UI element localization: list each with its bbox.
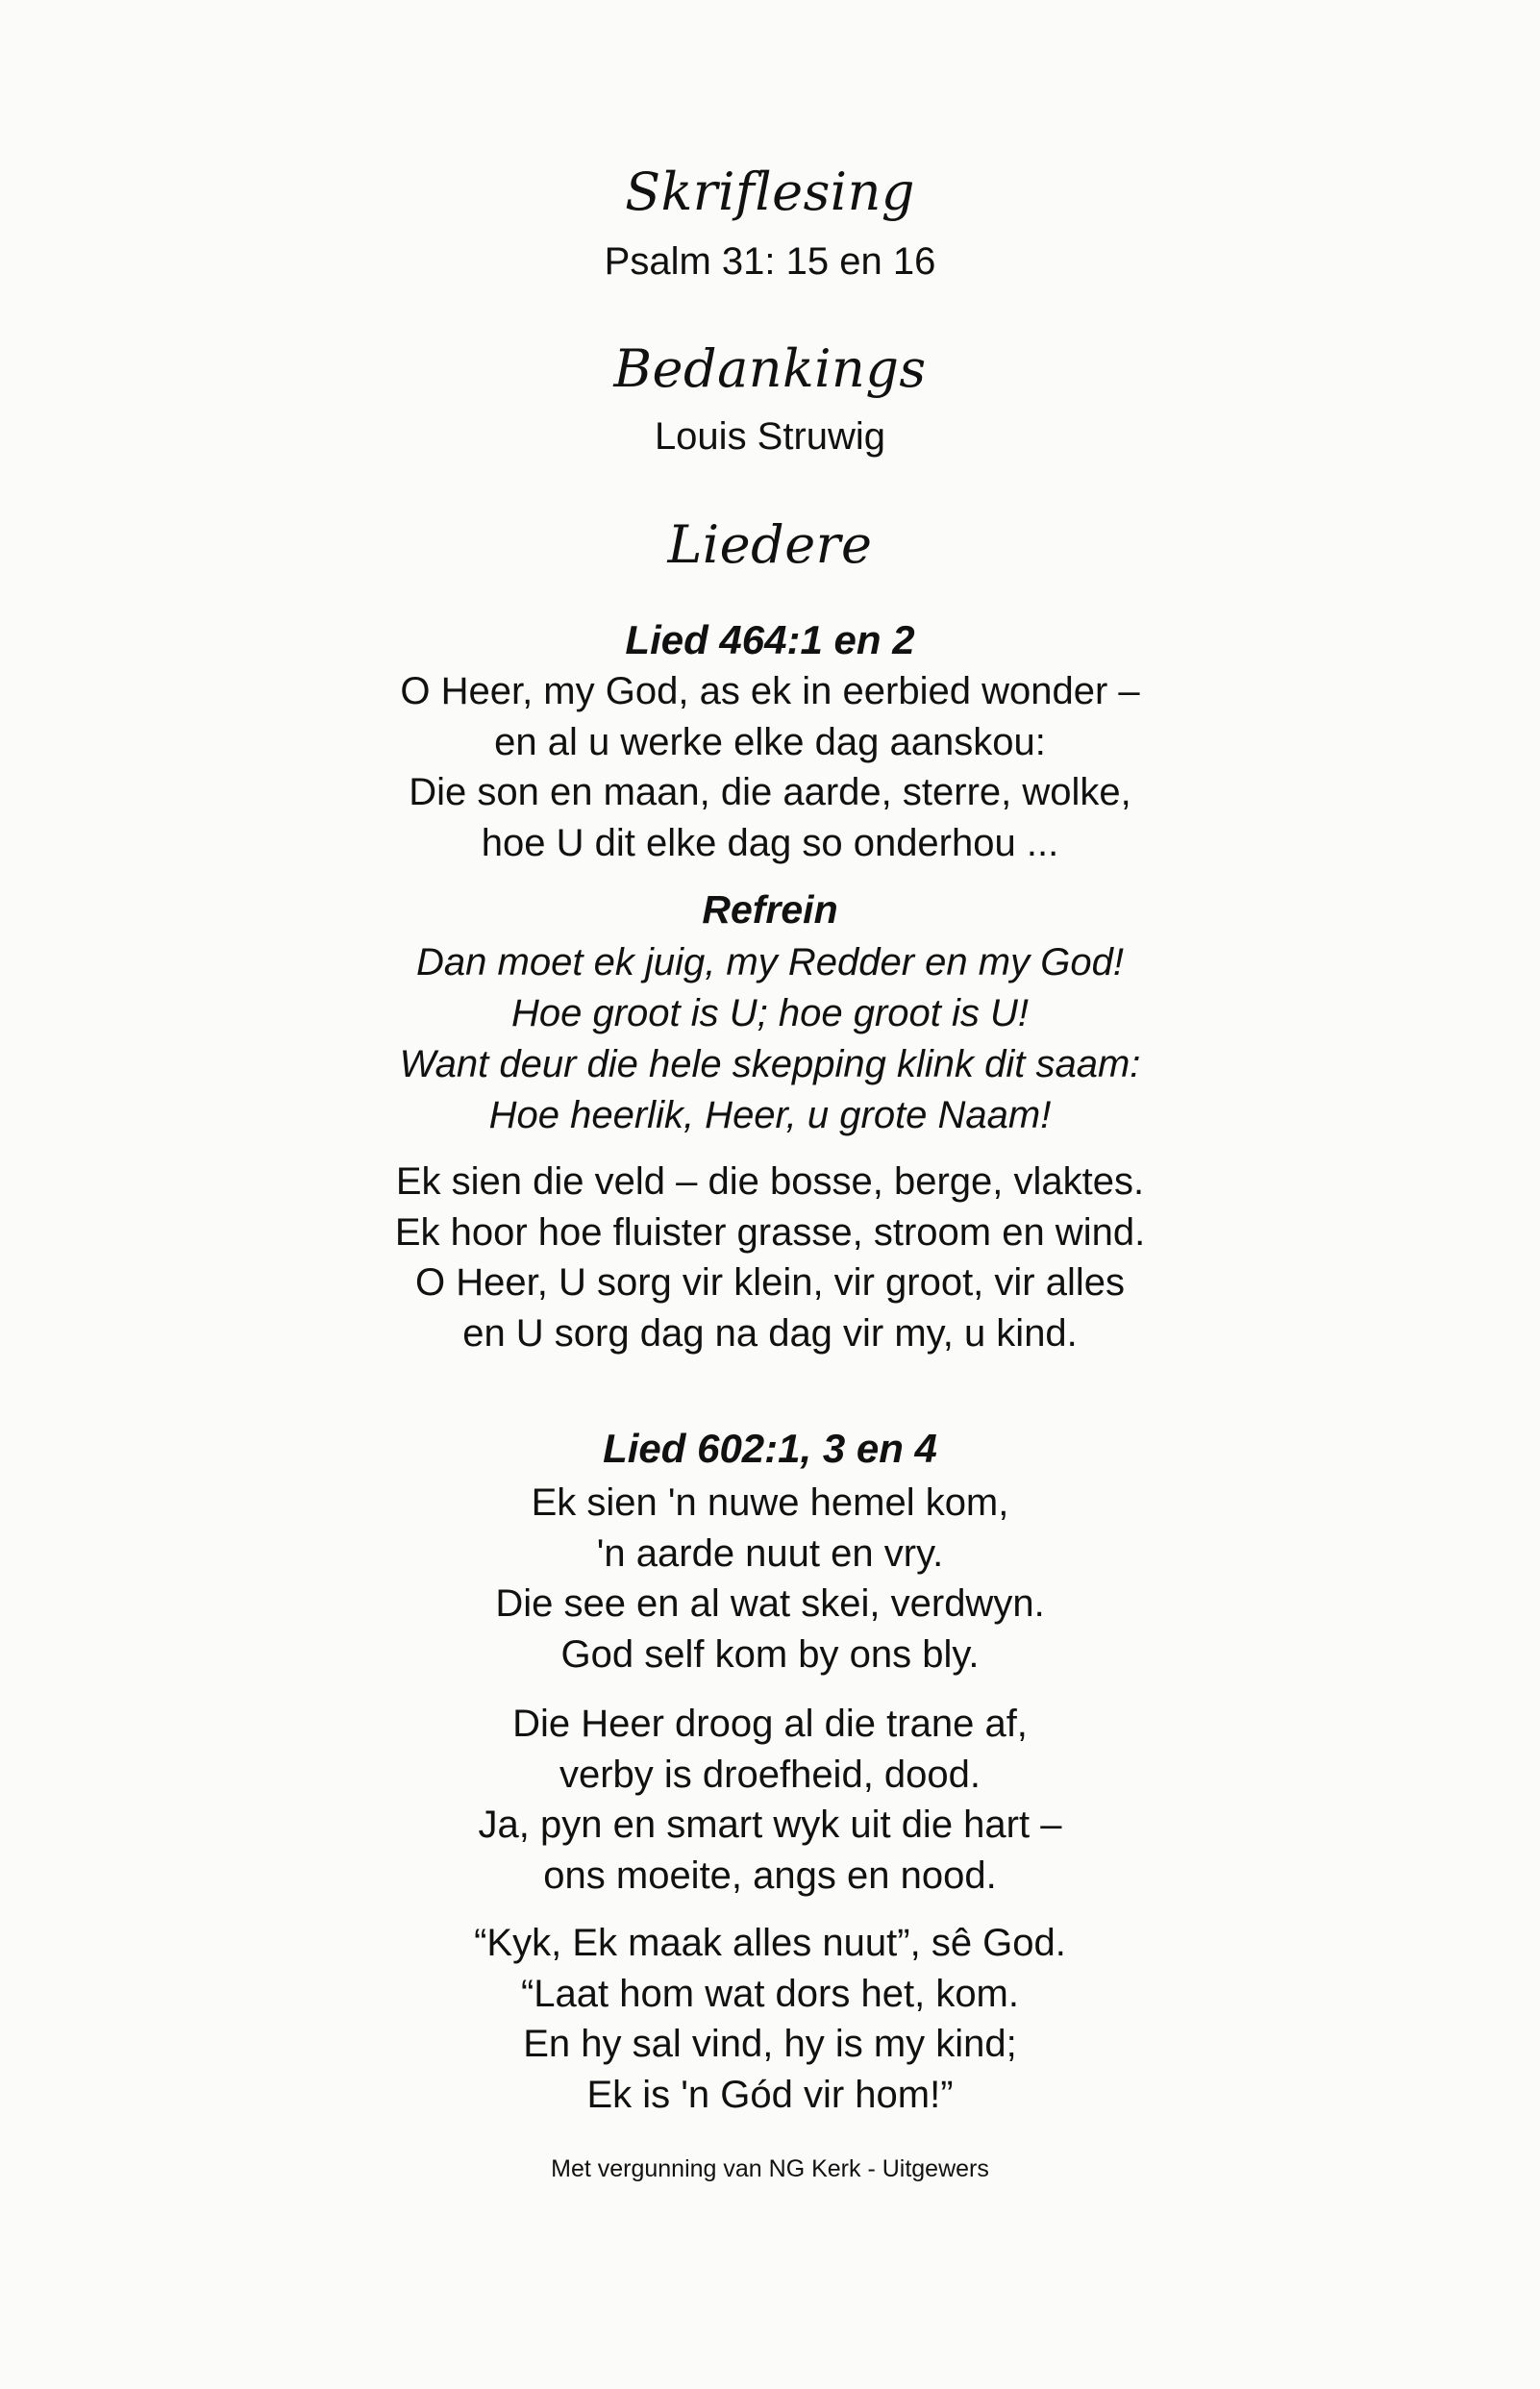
verse-line: Die son en maan, die aarde, sterre, wolke, — [409, 771, 1131, 813]
refrain-line: Hoe groot is U; hoe groot is U! — [510, 992, 1030, 1034]
verse-line: En hy sal vind, hy is my kind; — [523, 2023, 1017, 2065]
verse-line: “Laat hom wat dors het, kom. — [520, 1972, 1019, 2015]
verse-line: O Heer, my God, as ek in eerbied wonder – — [400, 670, 1140, 712]
refrain-title: Refrein — [702, 887, 838, 932]
hymn-1-verse-1 — [0, 666, 1540, 868]
verse-line: Ek sien 'n nuwe hemel kom, — [531, 1481, 1009, 1524]
verse-line: “Kyk, Ek maak alles nuut”, sê God. — [474, 1922, 1066, 1964]
verse-line: Die see en al wat skei, verdwyn. — [495, 1582, 1045, 1625]
refrain-line: Hoe heerlik, Heer, u grote Naam! — [488, 1094, 1052, 1136]
thanks-heading: Bedankings — [613, 338, 927, 399]
hymn-1-title: Lied 464:1 en 2 — [625, 617, 915, 662]
verse-line: Ek sien die veld – die bosse, berge, vlaktes. — [395, 1160, 1145, 1203]
permission-note: Met vergunning van NG Kerk - Uitgewers — [551, 2155, 989, 2182]
verse-line: en al u werke elke dag aanskou: — [494, 720, 1046, 763]
hymn-1-verse-2 — [0, 1157, 1540, 1358]
refrain-line: Want deur die hele skepping klink dit saam: — [399, 1043, 1141, 1085]
verse-line: Ek is 'n Gód vir hom!” — [586, 2073, 954, 2116]
verse-line: God self kom by ons bly. — [560, 1632, 980, 1676]
thanks-name: Louis Struwig — [654, 415, 886, 458]
scripture-reference: Psalm 31: 15 en 16 — [604, 240, 936, 283]
verse-line: 'n aarde nuut en vry. — [596, 1531, 944, 1575]
verse-line: Die Heer droog al die trane af, — [512, 1703, 1028, 1745]
verse-line: Ja, pyn en smart wyk uit die hart – — [478, 1804, 1062, 1846]
hymn-2-verse-3 — [0, 1918, 1540, 2120]
hymn-2-verse-1 — [0, 1478, 1540, 1680]
verse-line: O Heer, U sorg vir klein, vir groot, vir alles — [415, 1261, 1125, 1304]
verse-line: ons moeite, angs en nood. — [543, 1854, 997, 1897]
verse-line: en U sorg dag na dag vir my, u kind. — [462, 1311, 1078, 1355]
songs-heading: Liedere — [667, 514, 873, 575]
verse-line: hoe U dit elke dag so onderhou ... — [481, 821, 1059, 864]
scripture-heading: Skriflesing — [625, 162, 915, 222]
hymn-1-refrain — [0, 937, 1540, 1141]
hymn-2-verse-2 — [0, 1699, 1540, 1901]
refrain-line: Dan moet ek juig, my Redder en my God! — [416, 941, 1124, 983]
hymn-2-title: Lied 602:1, 3 en 4 — [603, 1426, 937, 1471]
verse-line: Ek hoor hoe fluister grasse, stroom en wind. — [394, 1210, 1146, 1254]
verse-line: verby is droefheid, dood. — [559, 1753, 981, 1796]
